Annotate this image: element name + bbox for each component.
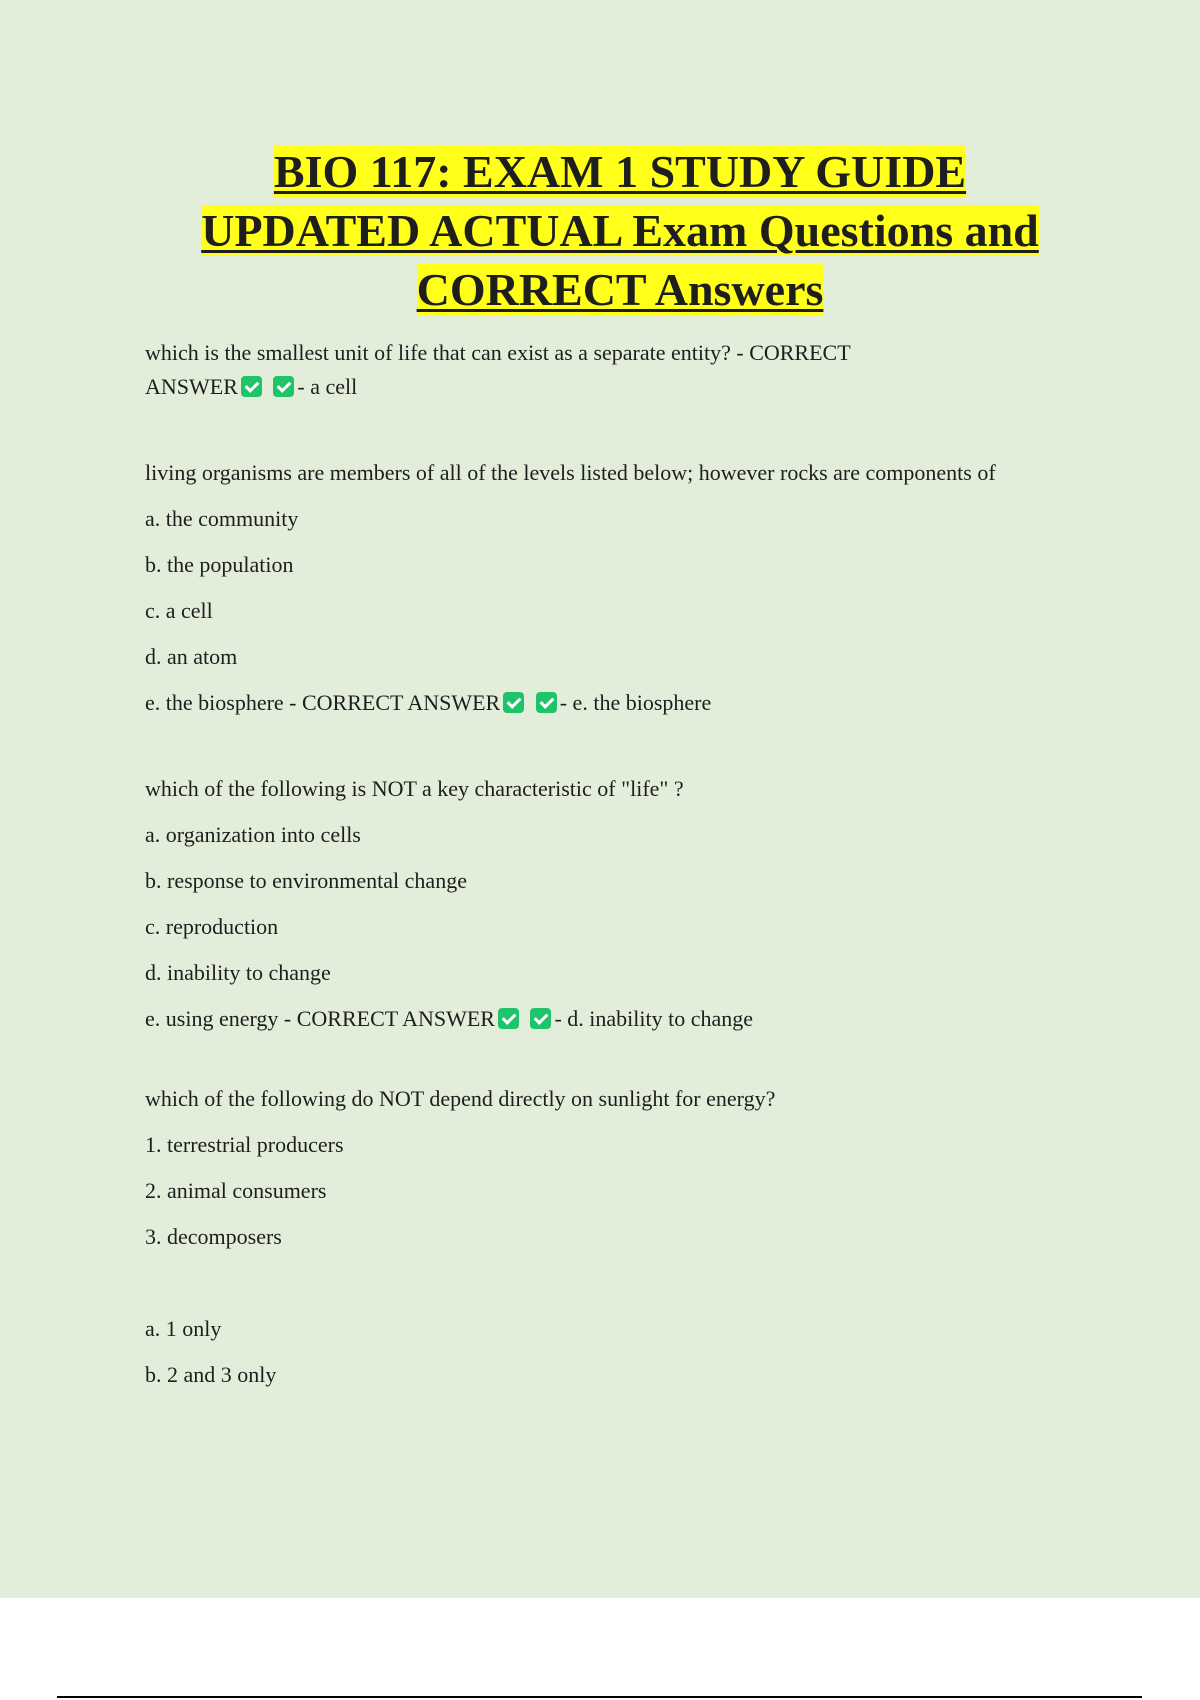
question-1-text: which is the smallest unit of life that can exist as a separate entity? - CORRECT xyxy=(145,340,851,365)
option-text: e. using energy - CORRECT ANSWER xyxy=(145,1006,495,1031)
check-mark-icon xyxy=(273,376,294,397)
option: a. 1 only xyxy=(145,1316,222,1341)
title-line-3: CORRECT Answers xyxy=(416,264,824,315)
question-1-answer xyxy=(145,370,1145,404)
spacer xyxy=(145,1254,1145,1300)
check-mark-icon xyxy=(530,1008,551,1029)
spacer xyxy=(145,720,1145,772)
option-with-answer xyxy=(145,686,1145,720)
answer-text: - d. inability to change xyxy=(554,1006,754,1031)
check-mark-icon xyxy=(498,1008,519,1029)
option: a. organization into cells xyxy=(145,822,361,847)
answer-text: - a cell xyxy=(297,374,358,399)
option: b. the population xyxy=(145,552,294,577)
check-mark-icon xyxy=(536,692,557,713)
question-2-text: living organisms are members of all of the levels listed below; however rocks are components of xyxy=(145,460,996,485)
question-3-text: which of the following is NOT a key characteristic of "life" ? xyxy=(145,776,684,801)
spacer xyxy=(145,1036,1145,1082)
option: a. the community xyxy=(145,506,299,531)
list-item: 2. animal consumers xyxy=(145,1178,327,1203)
option-text: e. the biosphere - CORRECT ANSWER xyxy=(145,690,501,715)
answer-text: - e. the biosphere xyxy=(559,690,712,715)
list-item: 3. decomposers xyxy=(145,1224,282,1249)
spacer xyxy=(145,404,1145,456)
document-title xyxy=(60,142,1180,319)
option-with-answer xyxy=(145,1002,1145,1036)
document-body xyxy=(145,336,1145,1392)
question-1 xyxy=(145,336,1145,404)
title-line-1: BIO 117: EXAM 1 STUDY GUIDE xyxy=(273,146,967,197)
title-line-2: UPDATED ACTUAL Exam Questions and xyxy=(201,205,1039,256)
option: d. an atom xyxy=(145,644,238,669)
question-4-text: which of the following do NOT depend directly on sunlight for energy? xyxy=(145,1086,776,1111)
check-mark-icon xyxy=(241,376,262,397)
option: c. reproduction xyxy=(145,914,279,939)
option: d. inability to change xyxy=(145,960,331,985)
option: b. 2 and 3 only xyxy=(145,1362,277,1387)
check-mark-icon xyxy=(503,692,524,713)
option: c. a cell xyxy=(145,598,213,623)
option: b. response to environmental change xyxy=(145,868,467,893)
answer-label: ANSWER xyxy=(145,374,238,399)
list-item: 1. terrestrial producers xyxy=(145,1132,344,1157)
footer-divider xyxy=(57,1696,1142,1698)
question-4 xyxy=(145,1082,1145,1392)
question-3 xyxy=(145,772,1145,1036)
question-2 xyxy=(145,456,1145,720)
